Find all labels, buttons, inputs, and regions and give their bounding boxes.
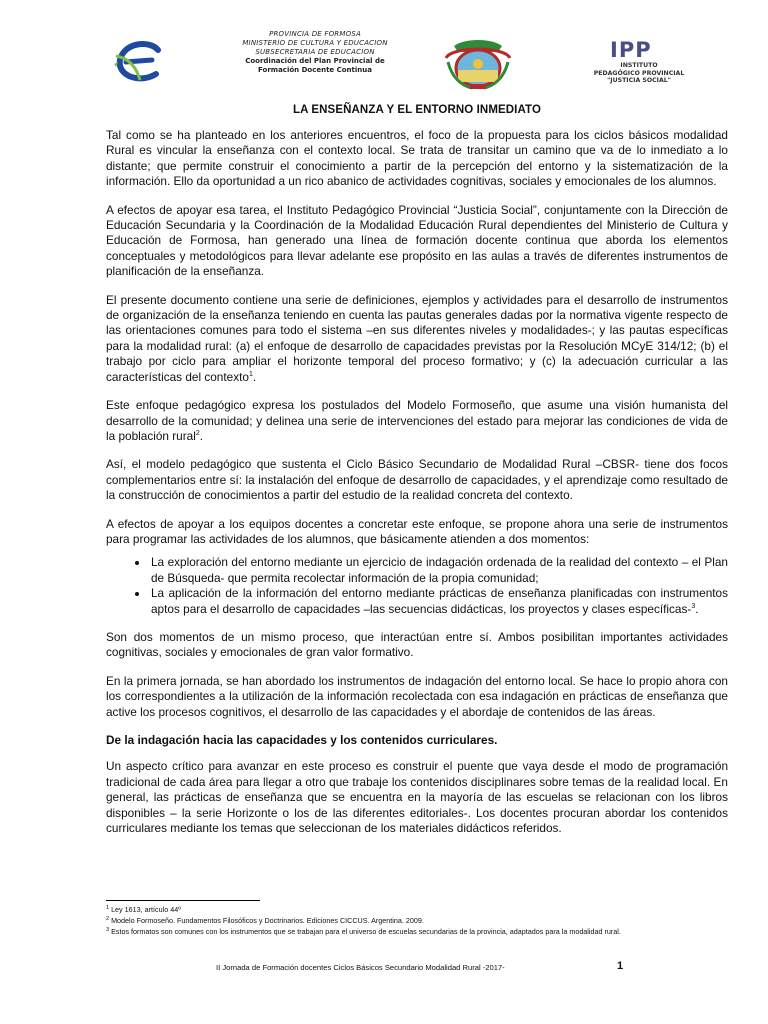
ipp-name <box>584 62 694 85</box>
list-item-text: La aplicación de la información del entorno mediante prácticas de enseñanza planificadas con instrumentos aptos para el desarrollo de capacidades –las secuencias didácticas, los proyectos y clases específicas- <box>151 586 728 616</box>
paragraph-3-end: . <box>252 369 257 384</box>
paragraph-3-text: El presente documento contiene una serie de definiciones, ejemplos y actividades para el desarrollo de instrumentos de organización de la enseñanza teniendo en cuenta las pautas generales dadas por la normativa vigente respecto de las orientaciones comunes para todo el sistema –en sus diferentes niveles y modalidades-; y las pautas específicas para la modalidad rural: (a) el enfoque de desarrollo de capacidades previstas por la Resolución MCyE 314/12; (b) el trabajo por ciclo para ampliar el horizonte temporal del proceso formativo; y (c) la adecuación curricular a las características del contexto <box>106 292 728 384</box>
header-line-subsecretary: SUBSECRETARIA DE EDUCACION <box>255 48 375 56</box>
ipp-acronym: IPP <box>610 38 652 62</box>
header-line-ministry: MINISTERIO DE CULTURA Y EDUCACION <box>242 39 388 47</box>
footnote-ref-2[interactable]: 2 <box>195 429 200 437</box>
footnote-ref-1[interactable]: 1 <box>248 370 253 378</box>
paragraph-7: Son dos momentos de un mismo proceso, que interactúan entre sí. Ambos posibilitan importantes actividades cognitivas, sociales y emocionales de gran valor formativo. <box>106 629 728 660</box>
province-coat-of-arms-icon <box>440 36 516 92</box>
ministry-header <box>206 30 424 75</box>
paragraph-1: Tal como se ha planteado en los anteriores encuentros, el foco de la propuesta para los ciclos básicos modalidad Rural es vincular la enseñanza con el contexto local. Se trata de transitar un camino que va de lo inmediato a lo distante; que permite construir el conocimiento a partir de la percepción del entorno y la sistematización de la información. Ello da oportunidad a un rico abanico de actividades cognitivas, sociales y emocionales de los alumnos. <box>106 128 728 189</box>
education-ministry-logo <box>106 36 178 86</box>
list-item: • La exploración del entorno mediante un ejercicio de indagación ordenada de la realidad del contexto – el Plan de Búsqueda- que permita recolectar información de la propia comunidad; <box>149 555 728 586</box>
footnote-text: Modelo Formoseño. Fundamentos Filosóficos y Doctrinarios. Ediciones CICCUS. Argentina. 2009. <box>111 916 424 925</box>
paragraph-4 <box>106 398 728 444</box>
footnote-divider <box>106 900 260 901</box>
paragraph-6: A efectos de apoyar a los equipos docentes a concretar este enfoque, se propone ahora una serie de instrumentos para programar las actividades de los alumnos, que básicamente atienden a dos momentos: <box>106 516 728 546</box>
footnotes <box>106 904 728 937</box>
ipp-line-pedagogic: PEDAGÓGICO PROVINCIAL <box>593 69 685 77</box>
paragraph-2: A efectos de apoyar esa tarea, el Instituto Pedagógico Provincial “Justicia Social”, conjuntamente con la Dirección de Educación Secundaria y la Coordinación de la Modalidad Educación Rural dependientes del Ministerio de Cultura y Educación de Formosa, han generado una línea de formación docente continua que aborda los elementos conceptuales y metodológicos para llevar adelante ese propósito en las aulas a través de diferentes instrumentos de planificación de la enseñanza. <box>106 202 728 279</box>
footnote-text: Ley 1613, artículo 44º <box>111 905 181 914</box>
footnote-2 <box>106 915 728 926</box>
footnote-number: 1 <box>106 904 110 911</box>
document-body <box>106 104 728 849</box>
section-heading: De la indagación hacia las capacidades y los contenidos curriculares. <box>106 733 498 747</box>
page-number: 1 <box>617 960 624 972</box>
footnote-number: 3 <box>106 926 110 933</box>
footnote-number: 2 <box>106 915 110 922</box>
footnote-ref-3[interactable]: 3 <box>691 602 696 610</box>
ipp-logo <box>584 38 694 86</box>
header-line-coordination: Coordinación del Plan Provincial de <box>245 57 385 65</box>
ipp-line-institute: INSTITUTO <box>620 62 658 69</box>
moments-list <box>106 555 728 617</box>
paragraph-4-text: Este enfoque pedagógico expresa los postulados del Modelo Formoseño, que asume una visión humanista del desarrollo de la comunidad; y delinea una serie de intervenciones del estado para mejorar las condiciones de vida de la población rural <box>106 398 728 443</box>
paragraph-8: En la primera jornada, se han abordado los instrumentos de indagación del entorno local. Se hace lo propio ahora con los correspondientes a la utilización de la información recolectada con esa indagación en prácticas de enseñanza que active los procesos cognitivos, el desarrollo de las capacidades y el abordaje de contenidos de las áreas. <box>106 673 728 719</box>
header-line-province: PROVINCIA DE FORMOSA <box>269 30 361 38</box>
list-item <box>149 586 728 617</box>
paragraph-4-end: . <box>199 428 204 443</box>
paragraph-5: Así, el modelo pedagógico que sustenta el Ciclo Básico Secundario de Modalidad Rural –CBSR- tiene dos focos complementarios entre sí: la instalación del enfoque de desarrollo de capacidades, y el aprendizaje como resultado de la construcción de conocimientos a partir del estudio de la realidad concreta del contexto. <box>106 457 728 503</box>
page-footer: II Jornada de Formación docentes Ciclos Básicos Secundario Modalidad Rural -2017- <box>216 963 505 972</box>
list-item-end: . <box>695 601 699 616</box>
header-line-training: Formación Docente Continua <box>258 66 372 74</box>
footnote-3 <box>106 926 728 937</box>
footnote-1 <box>106 904 728 915</box>
ipp-line-justice: "JUSTICIA SOCIAL" <box>607 77 671 84</box>
document-title: LA ENSEÑANZA Y EL ENTORNO INMEDIATO <box>292 104 541 116</box>
footnote-text: Estos formatos son comunes con los instrumentos que se trabajan para el universo de escuelas secundarias de la provincia, adaptados para la modalidad rural. <box>111 927 621 936</box>
paragraph-9: Un aspecto crítico para avanzar en este proceso es construir el puente que vaya desde el modo de programación tradicional de cada área para llegar a otro que trabaje los contenidos disciplinares sobre temas de la realidad local. En general, las prácticas de enseñanza que se encuentra en la mayoría de las escuelas se relacionan con los libros disponibles – la serie Horizonte o los de las diferentes editoriales-. Los docentes procuran abordar los contenidos curriculares mediante los temas que seleccionan de los materiales didácticos referidos. <box>106 759 728 836</box>
paragraph-3 <box>106 293 728 385</box>
